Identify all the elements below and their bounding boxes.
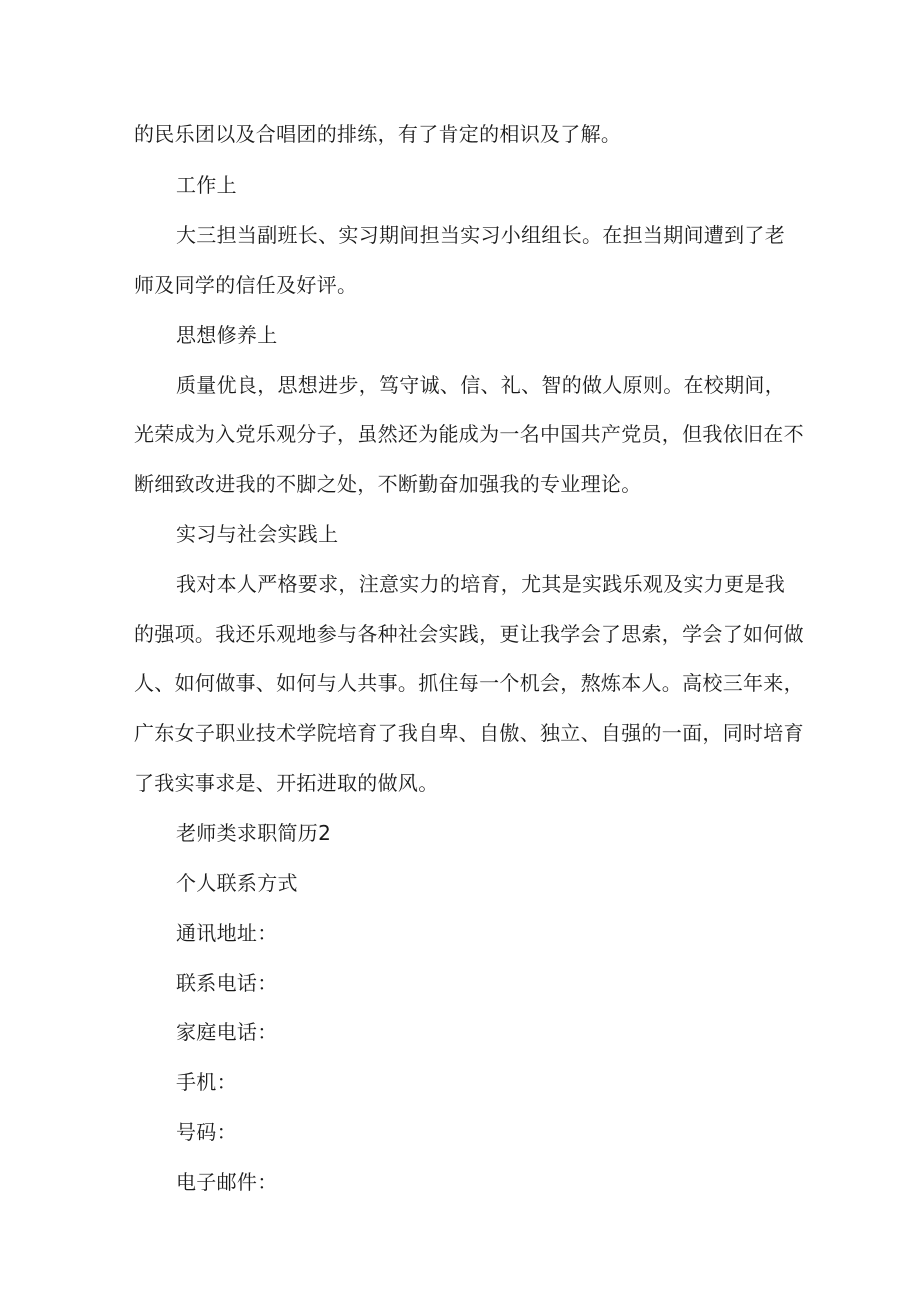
field-label-home-phone: 家庭电话： bbox=[176, 1020, 278, 1044]
paragraph-line: 的民乐团以及合唱团的排练，有了肯定的相识及了解。 bbox=[134, 122, 622, 146]
section-heading: 个人联系方式 bbox=[176, 871, 298, 895]
paragraph-line: 了我实事求是、开拓进取的做风。 bbox=[134, 771, 439, 795]
field-label-address: 通讯地址： bbox=[176, 921, 278, 945]
paragraph-line: 师及同学的信任及好评。 bbox=[134, 273, 358, 297]
field-label-mobile: 手机： bbox=[176, 1070, 237, 1094]
paragraph-line: 我对本人严格要求，注意实力的培育，尤其是实践乐观及实力更是我 bbox=[176, 572, 785, 596]
paragraph-line: 光荣成为入党乐观分子，虽然还为能成为一名中国共产党员，但我依旧在不 bbox=[134, 422, 804, 446]
paragraph-line: 大三担当副班长、实习期间担当实习小组组长。在担当期间遭到了老 bbox=[176, 223, 785, 247]
field-label-contact-phone: 联系电话： bbox=[176, 971, 278, 995]
paragraph-line: 质量优良，思想进步，笃守诚、信、礼、智的做人原则。在校期间， bbox=[176, 373, 785, 397]
paragraph-line: 人、如何做事、如何与人共事。抓住每一个机会，熬炼本人。高校三年来， bbox=[134, 671, 804, 695]
document-subtitle: 老师类求职简历2 bbox=[176, 821, 332, 845]
section-heading: 思想修养上 bbox=[176, 323, 278, 347]
paragraph-line: 的强项。我还乐观地参与各种社会实践，更让我学会了思索，学会了如何做 bbox=[134, 622, 804, 646]
field-label-number: 号码： bbox=[176, 1120, 237, 1144]
section-heading: 工作上 bbox=[176, 173, 237, 197]
field-label-email: 电子邮件： bbox=[176, 1170, 278, 1194]
paragraph-line: 断细致改进我的不脚之处，不断勤奋加强我的专业理论。 bbox=[134, 472, 642, 496]
paragraph-line: 广东女子职业技术学院培育了我自卑、自傲、独立、自强的一面，同时培育 bbox=[134, 721, 804, 745]
section-heading: 实习与社会实践上 bbox=[176, 522, 339, 546]
